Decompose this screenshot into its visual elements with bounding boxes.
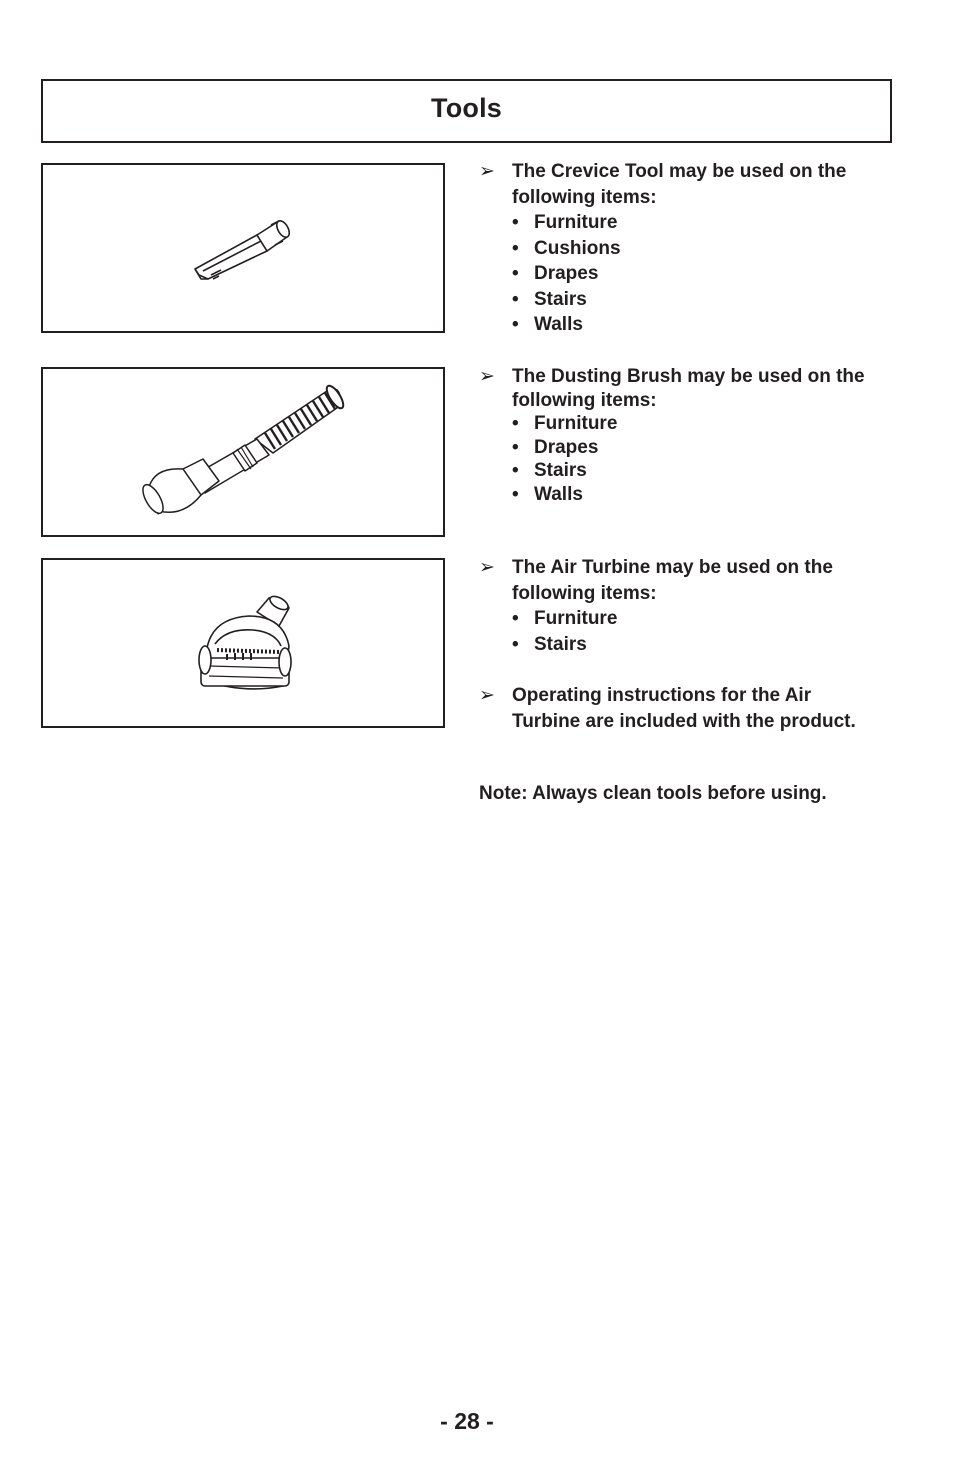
list-item: • Drapes xyxy=(512,436,899,460)
section-title-box xyxy=(41,79,892,143)
air-turbine-intro xyxy=(479,555,899,606)
operating-instructions-section xyxy=(479,683,879,734)
crevice-tool-items xyxy=(479,210,899,338)
crevice-tool-intro-text: The Crevice Tool may be used on the following items: xyxy=(512,161,847,208)
crevice-tool-section xyxy=(479,159,899,338)
list-item: • Furniture xyxy=(512,210,899,236)
page-number: - 28 - xyxy=(440,1408,494,1434)
note-text: Note: Always clean tools before using. xyxy=(479,783,827,804)
crevice-tool-icon xyxy=(43,165,443,331)
list-item: • Stairs xyxy=(512,632,899,658)
dusting-brush-intro-text: The Dusting Brush may be used on the following items: xyxy=(512,366,865,411)
dusting-brush-section xyxy=(479,365,899,506)
arrow-bullet-icon: ➢ xyxy=(479,685,495,706)
list-item: • Furniture xyxy=(512,606,899,632)
air-turbine-section xyxy=(479,555,899,657)
crevice-tool-intro xyxy=(479,159,899,210)
list-item: • Stairs xyxy=(512,459,899,483)
list-item: • Furniture xyxy=(512,412,899,436)
page-title: Tools xyxy=(431,92,502,123)
air-turbine-image xyxy=(41,558,445,728)
list-item: • Stairs xyxy=(512,287,899,313)
air-turbine-intro-text: The Air Turbine may be used on the following items: xyxy=(512,557,833,604)
list-item: • Cushions xyxy=(512,236,899,262)
dusting-brush-intro xyxy=(479,365,899,412)
dusting-brush-image xyxy=(41,367,445,537)
list-item: • Walls xyxy=(512,483,899,507)
arrow-bullet-icon: ➢ xyxy=(479,161,495,182)
operating-instructions-text: Operating instructions for the Air Turbine are included with the product. xyxy=(512,685,856,732)
dusting-brush-icon xyxy=(43,369,443,535)
list-item: • Walls xyxy=(512,312,899,338)
dusting-brush-items xyxy=(479,412,899,506)
air-turbine-icon xyxy=(43,560,443,726)
air-turbine-items xyxy=(479,606,899,657)
crevice-tool-image xyxy=(41,163,445,333)
list-item: • Drapes xyxy=(512,261,899,287)
operating-instructions xyxy=(479,683,879,734)
arrow-bullet-icon: ➢ xyxy=(479,366,495,387)
arrow-bullet-icon: ➢ xyxy=(479,557,495,578)
